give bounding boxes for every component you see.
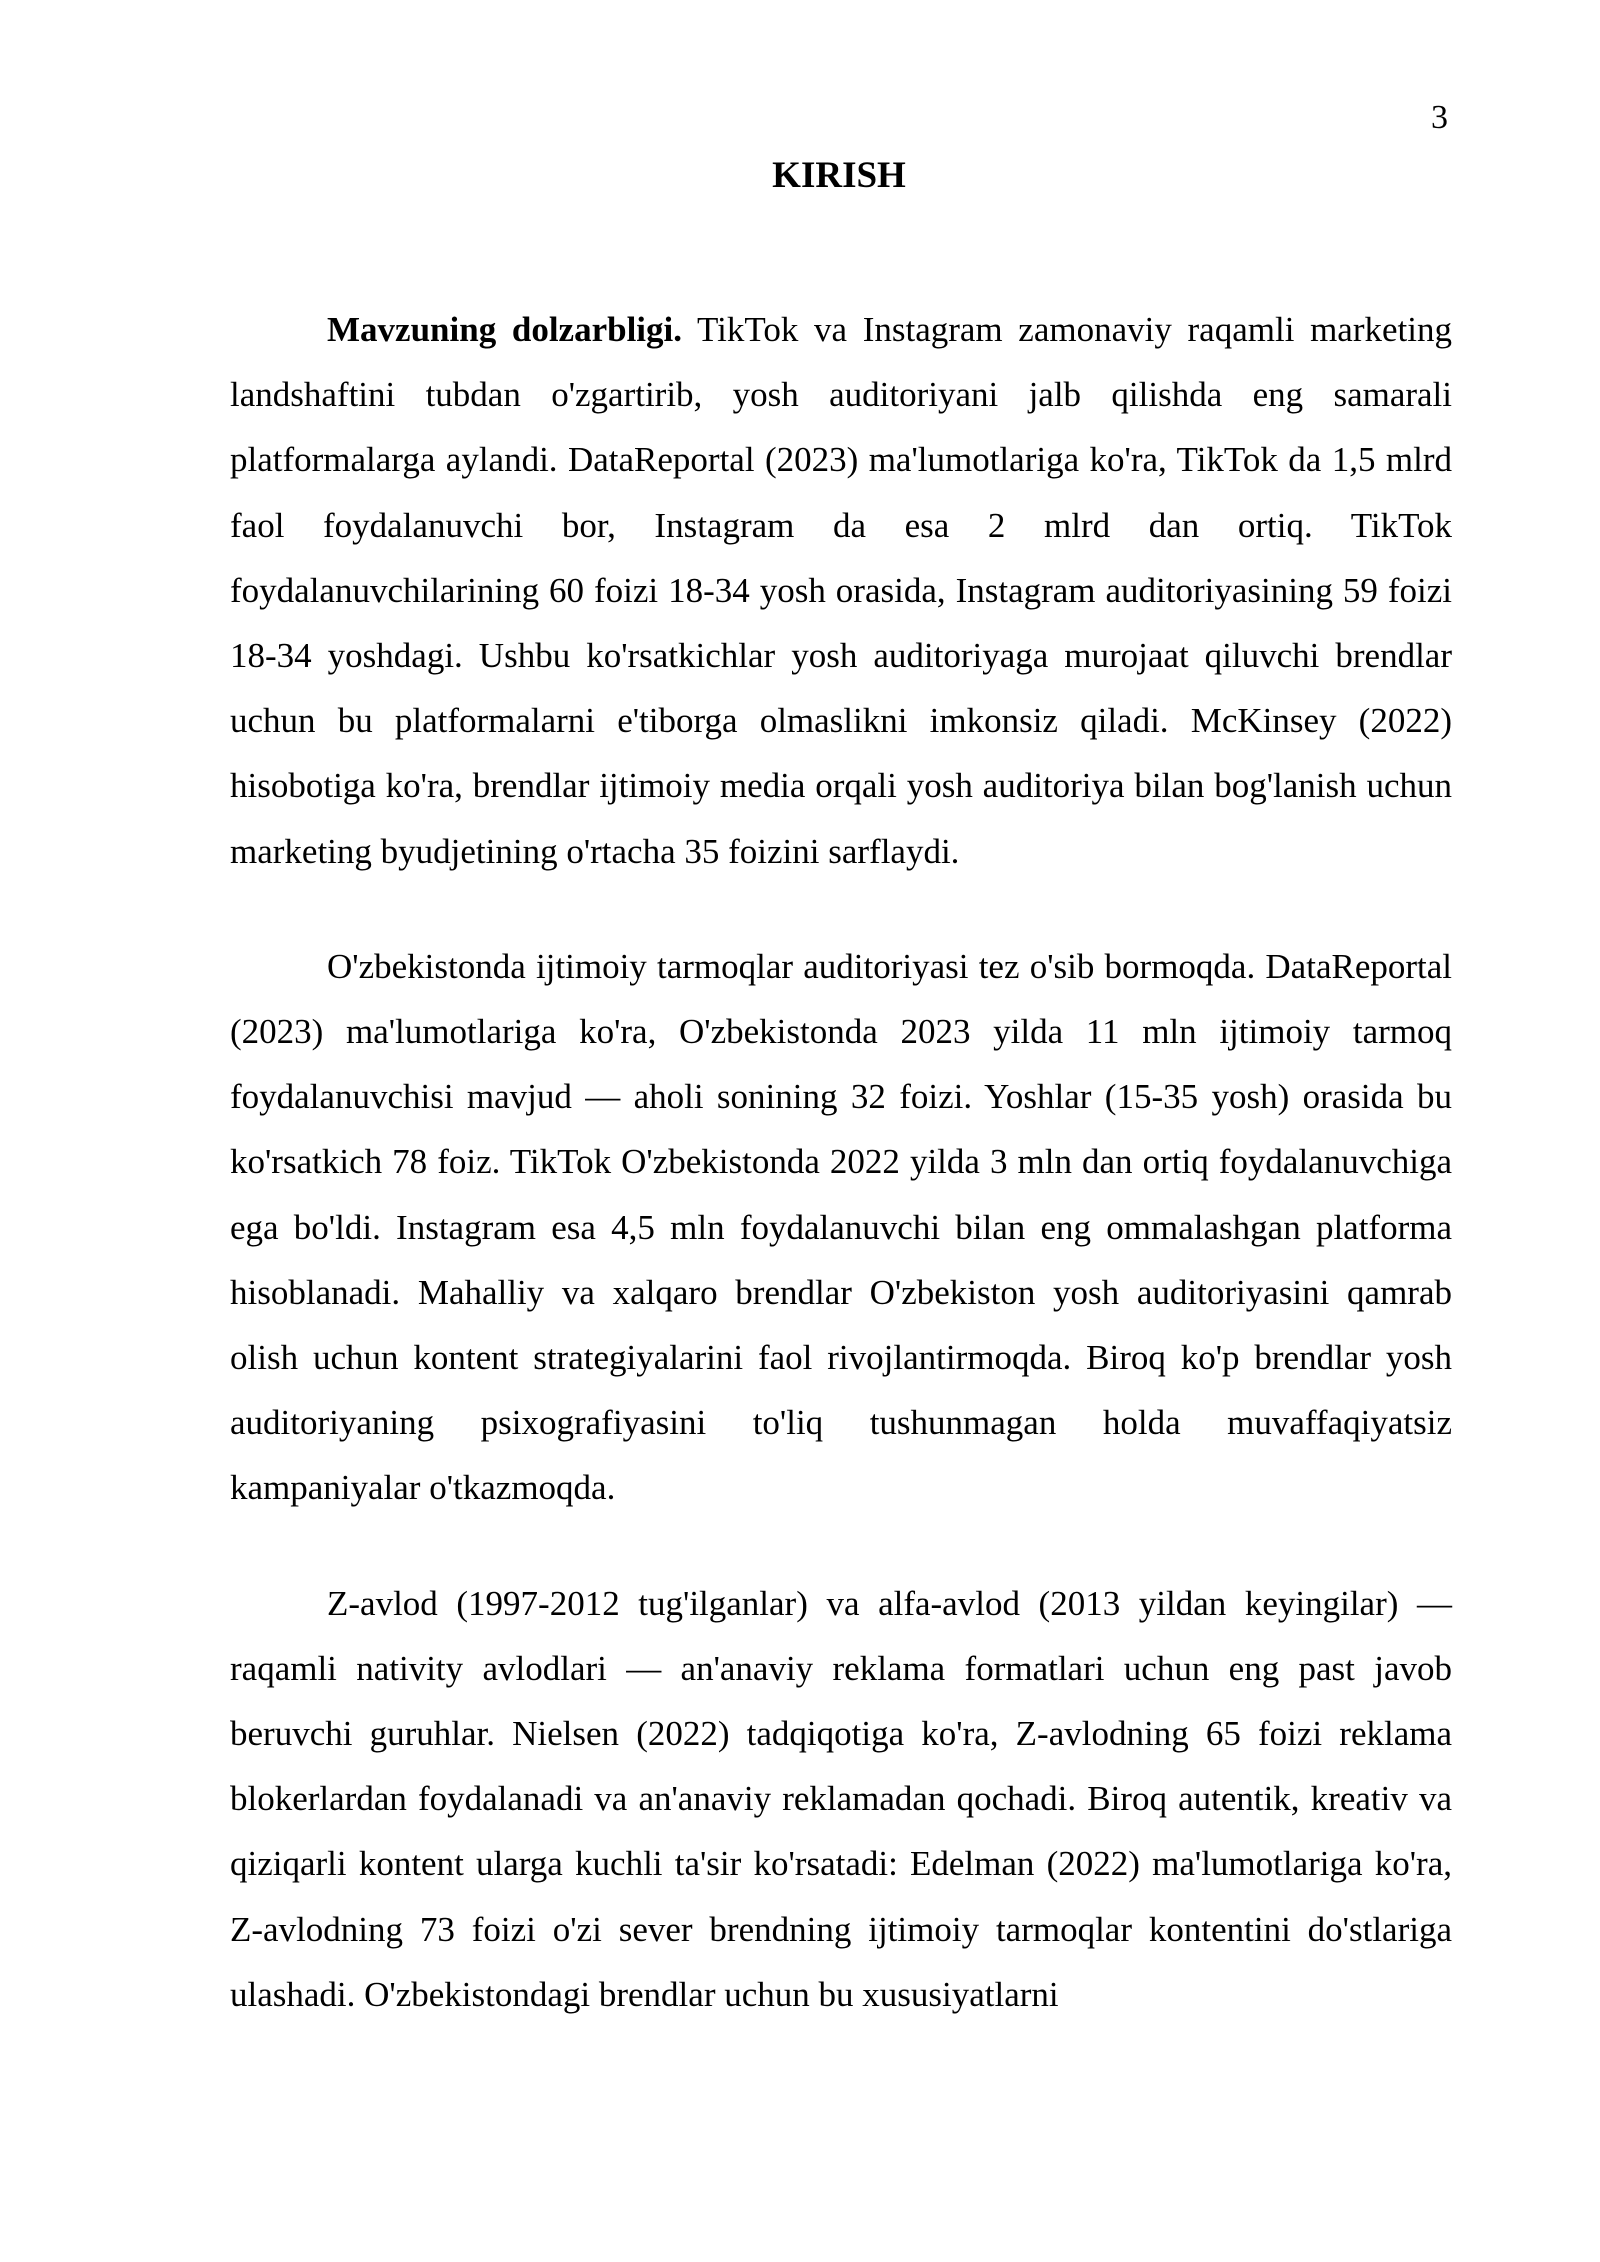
section-heading: KIRISH: [772, 155, 906, 196]
page-number: 3: [1431, 99, 1448, 136]
paragraph-text: TikTok va Instagram zamonaviy raqamli marketing landshaftini tubdan o'zgartirib, yosh auditoriyani jalb qilishda eng samarali platformalarga aylandi. DataReportal (2023) ma'lumotlariga ko'ra, TikTok da 1,5 mlrd faol foydalanuvchi bor, Instagram da esa 2 mlrd dan ortiq. TikTok foydalanuvchilarining 60 foizi 18-34 yosh orasida, Instagram auditoriyasining 59 foizi 18-34 yoshdagi. Ushbu ko'rsatkichlar yosh auditoriyaga murojaat qiluvchi brendlar uchun bu platformalarni e'tiborga olmaslikni imkonsiz qiladi. McKinsey (2022) hisobotiga ko'ra, brendlar ijtimoiy media orqali yosh auditoriya bilan bog'lanish uchun marketing byudjetining o'rtacha 35 foizini sarflaydi.: [230, 310, 1452, 871]
paragraph-uzbekistan-audience: [230, 934, 1452, 1521]
paragraph-text: O'zbekistonda ijtimoiy tarmoqlar auditoriyasi tez o'sib bormoqda. DataReportal (2023) ma'lumotlariga ko'ra, O'zbekistonda 2023 yilda 11 mln ijtimoiy tarmoq foydalanuvchisi mavjud — aholi sonining 32 foizi. Yoshlar (15-35 yosh) orasida bu ko'rsatkich 78 foiz. TikTok O'zbekistonda 2022 yilda 3 mln dan ortiq foydalanuvchiga ega bo'ldi. Instagram esa 4,5 mln foydalanuvchi bilan eng ommalashgan platforma hisoblanadi. Mahalliy va xalqaro brendlar O'zbekiston yosh auditoriyasini qamrab olish uchun kontent strategiyalarini faol rivojlantirmoqda. Biroq ko'p brendlar yosh auditoriyaning psixografiyasini to'liq tushunmagan holda muvaffaqiyatsiz kampaniyalar o'tkazmoqda.: [230, 946, 1452, 1508]
paragraph-relevance: [230, 297, 1452, 884]
paragraph-lead: Mavzuning dolzarbligi.: [327, 310, 682, 349]
paragraph-generation-z: [230, 1571, 1452, 2027]
paragraph-text: Z-avlod (1997-2012 tug'ilganlar) va alfa-avlod (2013 yildan keyingilar) — raqamli nativity avlodlari — an'anaviy reklama formatlari uchun eng past javob beruvchi guruhlar. Nielsen (2022) tadqiqotiga ko'ra, Z-avlodning 65 foizi reklama blokerlardan foydalanadi va an'anaviy reklamadan qochadi. Biroq autentik, kreativ va qiziqarli kontent ularga kuchli ta'sir ko'rsatadi: Edelman (2022) ma'lumotlariga ko'ra, Z-avlodning 73 foizi o'zi sever brendning ijtimoiy tarmoqlar kontentini do'stlariga ulashadi. O'zbekistondagi brendlar uchun bu xususiyatlarni: [230, 1583, 1452, 2014]
body-text: [230, 297, 1452, 2027]
